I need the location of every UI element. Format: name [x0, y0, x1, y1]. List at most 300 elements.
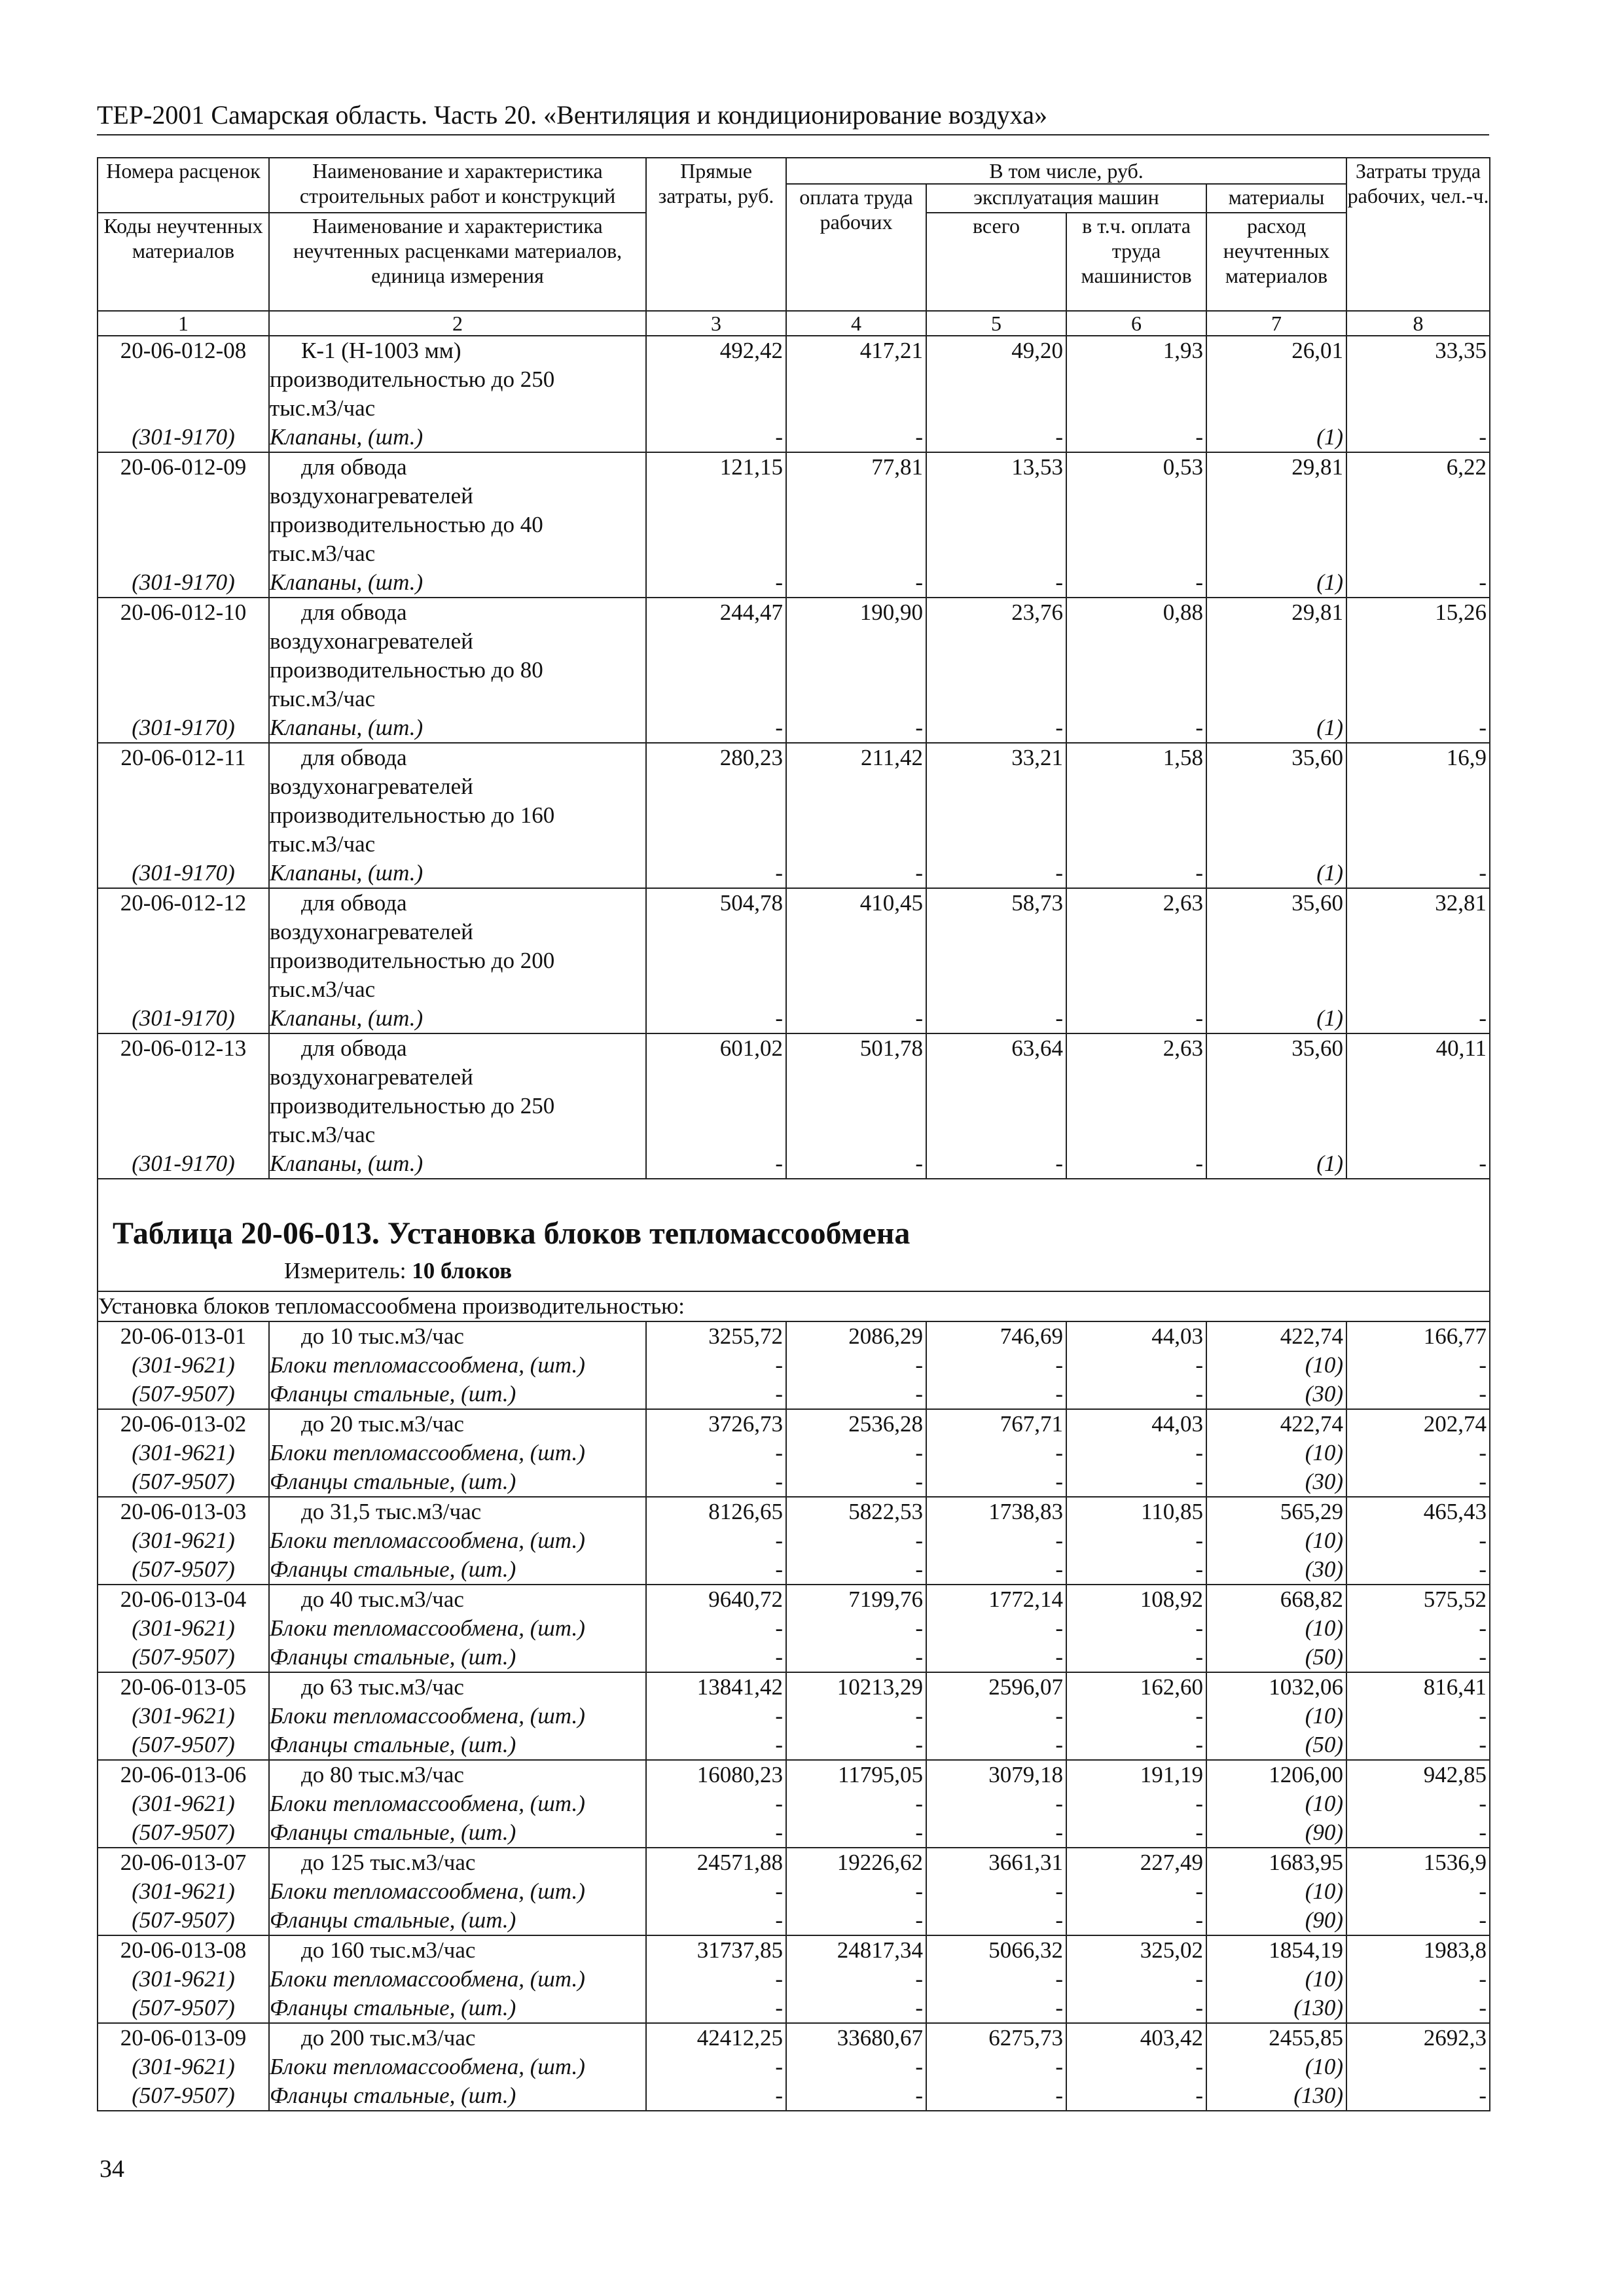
material-value: -	[915, 1556, 923, 1582]
value-cell	[1346, 1935, 1490, 2023]
rate-value: 44,03	[1151, 1411, 1203, 1437]
material-value: (30)	[1305, 1381, 1344, 1407]
rate-value: 2086,29	[848, 1323, 923, 1349]
value-cell	[1346, 1585, 1490, 1672]
value-cell	[926, 1672, 1066, 1760]
spacer-line	[1347, 1063, 1489, 1092]
material-value: -	[915, 1966, 923, 1992]
rate-value: 202,74	[1423, 1411, 1487, 1437]
rate-name-line: тыс.м3/час	[270, 977, 376, 1002]
material-value: -	[1195, 424, 1203, 450]
value-cell	[1206, 336, 1346, 452]
rate-value: 108,92	[1140, 1587, 1203, 1612]
value-cell	[1346, 888, 1490, 1033]
rate-code-cell	[98, 1409, 269, 1497]
material-name: Клапаны, (шт.)	[270, 715, 424, 740]
value-cell	[1066, 452, 1206, 598]
spacer-line	[647, 1092, 785, 1121]
spacer-line	[927, 1121, 1066, 1149]
rate-value: 0,88	[1163, 600, 1203, 625]
material-name: Клапаны, (шт.)	[270, 860, 424, 886]
material-value: (130)	[1293, 2083, 1344, 2108]
value-cell	[1066, 1585, 1206, 1672]
col-number: 4	[786, 311, 926, 336]
spacer-line	[1207, 1063, 1346, 1092]
material-value: -	[1195, 1820, 1203, 1845]
rate-value: 24571,88	[696, 1850, 783, 1875]
spacer-line	[647, 918, 785, 946]
material-value: -	[915, 1440, 923, 1465]
rate-name-line: производительностью до 40	[270, 512, 543, 537]
rate-value: 1983,8	[1423, 1937, 1487, 1963]
material-code: (301-9621)	[132, 1440, 235, 1465]
material-value: -	[775, 1644, 783, 1670]
rate-code: 20-06-012-09	[120, 454, 247, 480]
rate-value: 492,42	[719, 338, 783, 363]
material-value: -	[1195, 1703, 1203, 1729]
material-value: -	[1195, 1381, 1203, 1407]
material-value: -	[915, 1703, 923, 1729]
material-value: -	[1055, 1878, 1063, 1904]
rate-name-line: воздухонагревателей	[270, 628, 473, 654]
rate-name-line: тыс.м3/час	[270, 541, 376, 566]
rate-code: 20-06-012-13	[120, 1035, 247, 1061]
value-cell	[926, 1848, 1066, 1935]
rate-name-line: производительностью до 200	[270, 948, 555, 973]
material-code: (301-9170)	[132, 1151, 235, 1176]
material-value: (90)	[1305, 1907, 1344, 1933]
rate-value: 35,60	[1291, 745, 1344, 770]
table-row	[98, 743, 1490, 888]
rate-value: 33,35	[1435, 338, 1487, 363]
rate-value: 191,19	[1140, 1762, 1203, 1787]
spacer-line	[1207, 975, 1346, 1004]
material-value: (90)	[1305, 1820, 1344, 1845]
material-value: -	[1055, 1005, 1063, 1031]
value-cell	[646, 1585, 786, 1672]
material-value: -	[775, 1732, 783, 1757]
spacer-line	[787, 772, 926, 801]
rate-name-line: тыс.м3/час	[270, 395, 376, 421]
spacer-line	[1207, 801, 1346, 830]
material-name: Фланцы стальные, (шт.)	[270, 1644, 516, 1670]
rate-name-line: тыс.м3/час	[270, 1122, 376, 1147]
header-divider	[97, 134, 1489, 135]
material-value: (30)	[1305, 1469, 1344, 1494]
material-code: (507-9507)	[132, 2083, 235, 2108]
material-value: -	[915, 1878, 923, 1904]
material-name: Клапаны, (шт.)	[270, 569, 424, 595]
material-value: -	[1479, 1995, 1487, 2020]
rate-name-cell	[269, 1497, 646, 1585]
value-cell	[1346, 743, 1490, 888]
rate-value: 77,81	[871, 454, 923, 480]
col-number: 3	[646, 311, 786, 336]
rate-name-line: до 20 тыс.м3/час	[301, 1411, 464, 1437]
spacer-line	[98, 918, 268, 946]
material-value: -	[1479, 1878, 1487, 1904]
material-value: -	[1195, 1352, 1203, 1378]
spacer-line	[1207, 539, 1346, 568]
material-name: Блоки тепломассообмена, (шт.)	[270, 1703, 585, 1729]
spacer-line	[1207, 830, 1346, 859]
rate-name-line: до 10 тыс.м3/час	[301, 1323, 464, 1349]
rate-code: 20-06-013-07	[120, 1850, 247, 1875]
material-value: -	[915, 569, 923, 595]
table-title-block	[98, 1179, 1490, 1291]
spacer-line	[1347, 1092, 1489, 1121]
material-value: (10)	[1305, 1352, 1344, 1378]
spacer-line	[787, 539, 926, 568]
value-cell	[786, 336, 926, 452]
spacer-line	[1067, 394, 1206, 423]
material-code: (507-9507)	[132, 1381, 235, 1407]
rate-value: 16080,23	[696, 1762, 783, 1787]
material-value: -	[775, 1615, 783, 1641]
spacer-line	[927, 656, 1066, 685]
spacer-line	[647, 394, 785, 423]
rate-name-line: до 160 тыс.м3/час	[301, 1937, 476, 1963]
rate-value: 9640,72	[708, 1587, 783, 1612]
spacer-line	[1347, 830, 1489, 859]
material-value: -	[775, 1352, 783, 1378]
value-cell	[926, 1760, 1066, 1848]
material-value: -	[1479, 1440, 1487, 1465]
material-value: -	[1055, 1556, 1063, 1582]
material-value: -	[1195, 1469, 1203, 1494]
spacer-line	[1347, 627, 1489, 656]
spacer-line	[1207, 772, 1346, 801]
value-cell	[646, 1672, 786, 1760]
rate-value: 3726,73	[708, 1411, 783, 1437]
material-value: (10)	[1305, 1878, 1344, 1904]
spacer-line	[647, 1063, 785, 1092]
rate-value: 49,20	[1011, 338, 1063, 363]
measure-label: Измеритель:	[284, 1258, 406, 1283]
material-value: -	[915, 1907, 923, 1933]
material-name: Фланцы стальные, (шт.)	[270, 1820, 516, 1845]
rate-name-line: для обвода	[301, 890, 407, 916]
value-cell	[926, 1321, 1066, 1409]
material-value: -	[1195, 1878, 1203, 1904]
material-value: -	[915, 1381, 923, 1407]
material-value: -	[1055, 2054, 1063, 2079]
rates-table	[97, 157, 1490, 2111]
spacer-line	[927, 801, 1066, 830]
material-value: -	[1479, 1352, 1487, 1378]
spacer-line	[98, 656, 268, 685]
spacer-line	[98, 772, 268, 801]
material-name: Блоки тепломассообмена, (шт.)	[270, 1440, 585, 1465]
rate-name-line: тыс.м3/час	[270, 831, 376, 857]
col-number: 1	[98, 311, 269, 336]
material-name: Блоки тепломассообмена, (шт.)	[270, 1878, 585, 1904]
value-cell	[1066, 1321, 1206, 1409]
value-cell	[646, 1321, 786, 1409]
spacer-line	[1347, 394, 1489, 423]
spacer-line	[98, 1092, 268, 1121]
spacer-line	[927, 685, 1066, 713]
table-measure	[98, 1254, 1489, 1291]
rate-value: 16,9	[1446, 745, 1487, 770]
material-value: -	[1195, 1556, 1203, 1582]
value-cell	[646, 888, 786, 1033]
material-value: -	[915, 1151, 923, 1176]
table-row	[98, 336, 1490, 452]
table-row	[98, 888, 1490, 1033]
rate-code: 20-06-013-02	[120, 1411, 247, 1437]
value-cell	[1066, 1497, 1206, 1585]
col-materials: материалы	[1206, 184, 1346, 213]
material-value: -	[1195, 1995, 1203, 2020]
value-cell	[926, 598, 1066, 743]
material-value: -	[1195, 1907, 1203, 1933]
material-value: -	[775, 1381, 783, 1407]
spacer-line	[927, 482, 1066, 511]
value-cell	[926, 888, 1066, 1033]
table-row	[98, 1848, 1490, 1935]
rate-value: 19226,62	[837, 1850, 923, 1875]
value-cell	[786, 743, 926, 888]
rate-value: 465,43	[1423, 1499, 1487, 1524]
spacer-line	[98, 482, 268, 511]
material-value: (1)	[1316, 860, 1344, 886]
table-row	[98, 598, 1490, 743]
rate-name-cell	[269, 452, 646, 598]
material-value: -	[1479, 1820, 1487, 1845]
rate-value: 2596,07	[988, 1674, 1063, 1700]
material-value: -	[775, 1966, 783, 1992]
material-name: Клапаны, (шт.)	[270, 424, 424, 450]
value-cell	[786, 2023, 926, 2111]
rate-name-line: воздухонагревателей	[270, 483, 473, 509]
rate-value: 1772,14	[988, 1587, 1063, 1612]
rate-value: 13,53	[1011, 454, 1063, 480]
spacer-line	[647, 1121, 785, 1149]
rate-value: 13841,42	[696, 1674, 783, 1700]
material-code: (507-9507)	[132, 1820, 235, 1845]
spacer-line	[1067, 482, 1206, 511]
spacer-line	[1347, 772, 1489, 801]
rate-value: 2536,28	[848, 1411, 923, 1437]
material-value: -	[775, 860, 783, 886]
rate-value: 1,58	[1163, 745, 1203, 770]
rate-value: 2,63	[1163, 890, 1203, 916]
rate-value: 162,60	[1140, 1674, 1203, 1700]
material-value: -	[775, 424, 783, 450]
material-value: -	[1479, 1732, 1487, 1757]
rate-name-cell	[269, 1672, 646, 1760]
material-value: -	[1055, 1352, 1063, 1378]
material-code: (301-9170)	[132, 569, 235, 595]
material-value: -	[1195, 715, 1203, 740]
value-cell	[1066, 598, 1206, 743]
value-cell	[1346, 1033, 1490, 1179]
rate-code: 20-06-013-06	[120, 1762, 247, 1787]
material-value: (10)	[1305, 1966, 1344, 1992]
spacer-line	[647, 365, 785, 394]
table-20-06-013-heading	[98, 1179, 1490, 1321]
material-value: -	[775, 2083, 783, 2108]
rate-value: 11795,05	[838, 1762, 923, 1787]
value-cell	[646, 452, 786, 598]
rate-value: 1032,06	[1269, 1674, 1344, 1700]
spacer-line	[927, 365, 1066, 394]
spacer-line	[927, 772, 1066, 801]
rate-name-line: до 40 тыс.м3/час	[301, 1587, 464, 1612]
value-cell	[786, 888, 926, 1033]
material-value: -	[1055, 1151, 1063, 1176]
spacer-line	[927, 511, 1066, 539]
value-cell	[786, 1497, 926, 1585]
value-cell	[1206, 743, 1346, 888]
material-value: -	[775, 1791, 783, 1816]
value-cell	[1206, 1672, 1346, 1760]
spacer-line	[647, 772, 785, 801]
rate-code-cell	[98, 2023, 269, 2111]
rate-code: 20-06-013-05	[120, 1674, 247, 1700]
value-cell	[1066, 1935, 1206, 2023]
spacer-line	[1207, 946, 1346, 975]
table-header	[98, 158, 1490, 336]
value-cell	[1206, 452, 1346, 598]
spacer-line	[1067, 975, 1206, 1004]
material-name: Фланцы стальные, (шт.)	[270, 1469, 516, 1494]
rate-value: 575,52	[1423, 1587, 1487, 1612]
col-unaccounted-materials: расход неучтенных материалов	[1206, 213, 1346, 311]
rate-value: 7199,76	[848, 1587, 923, 1612]
rate-value: 121,15	[719, 454, 783, 480]
material-value: -	[775, 1820, 783, 1845]
spacer-line	[787, 394, 926, 423]
spacer-line	[1347, 539, 1489, 568]
rate-value: 35,60	[1291, 890, 1344, 916]
spacer-line	[927, 918, 1066, 946]
material-value: -	[915, 1820, 923, 1845]
rate-code-cell	[98, 336, 269, 452]
spacer-line	[1207, 1092, 1346, 1121]
rate-value: 6,22	[1446, 454, 1487, 480]
value-cell	[1066, 888, 1206, 1033]
rate-code-cell	[98, 1585, 269, 1672]
rate-code: 20-06-012-08	[120, 338, 247, 363]
rate-name-line: до 63 тыс.м3/час	[301, 1674, 464, 1700]
rate-value: 816,41	[1423, 1674, 1487, 1700]
material-name: Фланцы стальные, (шт.)	[270, 1907, 516, 1933]
rate-value: 417,21	[859, 338, 923, 363]
rate-value: 280,23	[719, 745, 783, 770]
spacer-line	[647, 801, 785, 830]
material-value: -	[1055, 1791, 1063, 1816]
rate-code: 20-06-013-04	[120, 1587, 247, 1612]
rate-value: 15,26	[1435, 600, 1487, 625]
rate-value: 31737,85	[696, 1937, 783, 1963]
rate-name-line: тыс.м3/час	[270, 686, 376, 711]
spacer-line	[1347, 1121, 1489, 1149]
spacer-line	[98, 1121, 268, 1149]
material-code: (507-9507)	[132, 1995, 235, 2020]
material-value: -	[1195, 1791, 1203, 1816]
spacer-line	[98, 365, 268, 394]
spacer-line	[787, 1121, 926, 1149]
rate-name-cell	[269, 598, 646, 743]
rate-value: 5066,32	[988, 1937, 1063, 1963]
spacer-line	[787, 946, 926, 975]
rate-name-line: производительностью до 250	[270, 367, 555, 392]
material-value: -	[1195, 2054, 1203, 2079]
rate-value: 565,29	[1280, 1499, 1344, 1524]
material-name: Клапаны, (шт.)	[270, 1005, 424, 1031]
spacer-line	[647, 975, 785, 1004]
material-value: (10)	[1305, 1615, 1344, 1641]
table-row	[98, 1321, 1490, 1409]
spacer-line	[1347, 975, 1489, 1004]
rate-value: 2455,85	[1269, 2025, 1344, 2051]
spacer-line	[787, 830, 926, 859]
value-cell	[1346, 1321, 1490, 1409]
material-value: -	[915, 1644, 923, 1670]
material-value: -	[1479, 1469, 1487, 1494]
rate-value: 32,81	[1435, 890, 1487, 916]
material-value: -	[775, 1528, 783, 1553]
value-cell	[646, 1760, 786, 1848]
value-cell	[1206, 1760, 1346, 1848]
col-number: 7	[1206, 311, 1346, 336]
value-cell	[786, 1848, 926, 1935]
rate-value: 8126,65	[708, 1499, 783, 1524]
rate-value: 3079,18	[988, 1762, 1063, 1787]
material-code: (301-9170)	[132, 860, 235, 886]
spacer-line	[1207, 685, 1346, 713]
material-value: -	[1055, 1381, 1063, 1407]
value-cell	[1346, 336, 1490, 452]
spacer-line	[1347, 511, 1489, 539]
material-value: -	[775, 1995, 783, 2020]
spacer-line	[927, 539, 1066, 568]
rate-code: 20-06-013-01	[120, 1323, 247, 1349]
spacer-line	[927, 1092, 1066, 1121]
value-cell	[646, 1497, 786, 1585]
spacer-line	[1207, 1121, 1346, 1149]
value-cell	[786, 1935, 926, 2023]
col-direct-costs: Прямые затраты, руб.	[646, 158, 786, 311]
value-cell	[926, 336, 1066, 452]
col-labor-cost: Затраты труда рабочих, чел.-ч.	[1346, 158, 1490, 311]
material-value: -	[775, 1703, 783, 1729]
value-cell	[1206, 1935, 1346, 2023]
material-value: -	[1055, 1440, 1063, 1465]
value-cell	[786, 1672, 926, 1760]
material-value: -	[1479, 2083, 1487, 2108]
spacer-line	[647, 656, 785, 685]
material-value: (30)	[1305, 1556, 1344, 1582]
table-row	[98, 1409, 1490, 1497]
col-machines: эксплуатация машин	[926, 184, 1206, 213]
spacer-line	[927, 394, 1066, 423]
material-value: (10)	[1305, 1703, 1344, 1729]
material-value: -	[1195, 1732, 1203, 1757]
spacer-line	[1207, 918, 1346, 946]
value-cell	[786, 1033, 926, 1179]
spacer-line	[98, 975, 268, 1004]
spacer-line	[1067, 539, 1206, 568]
table-row	[98, 1760, 1490, 1848]
rate-value: 23,76	[1011, 600, 1063, 625]
col-unaccounted-codes: Коды неучтенных материалов	[98, 213, 269, 311]
table-row	[98, 1672, 1490, 1760]
spacer-line	[98, 627, 268, 656]
rate-value: 2692,3	[1423, 2025, 1487, 2051]
